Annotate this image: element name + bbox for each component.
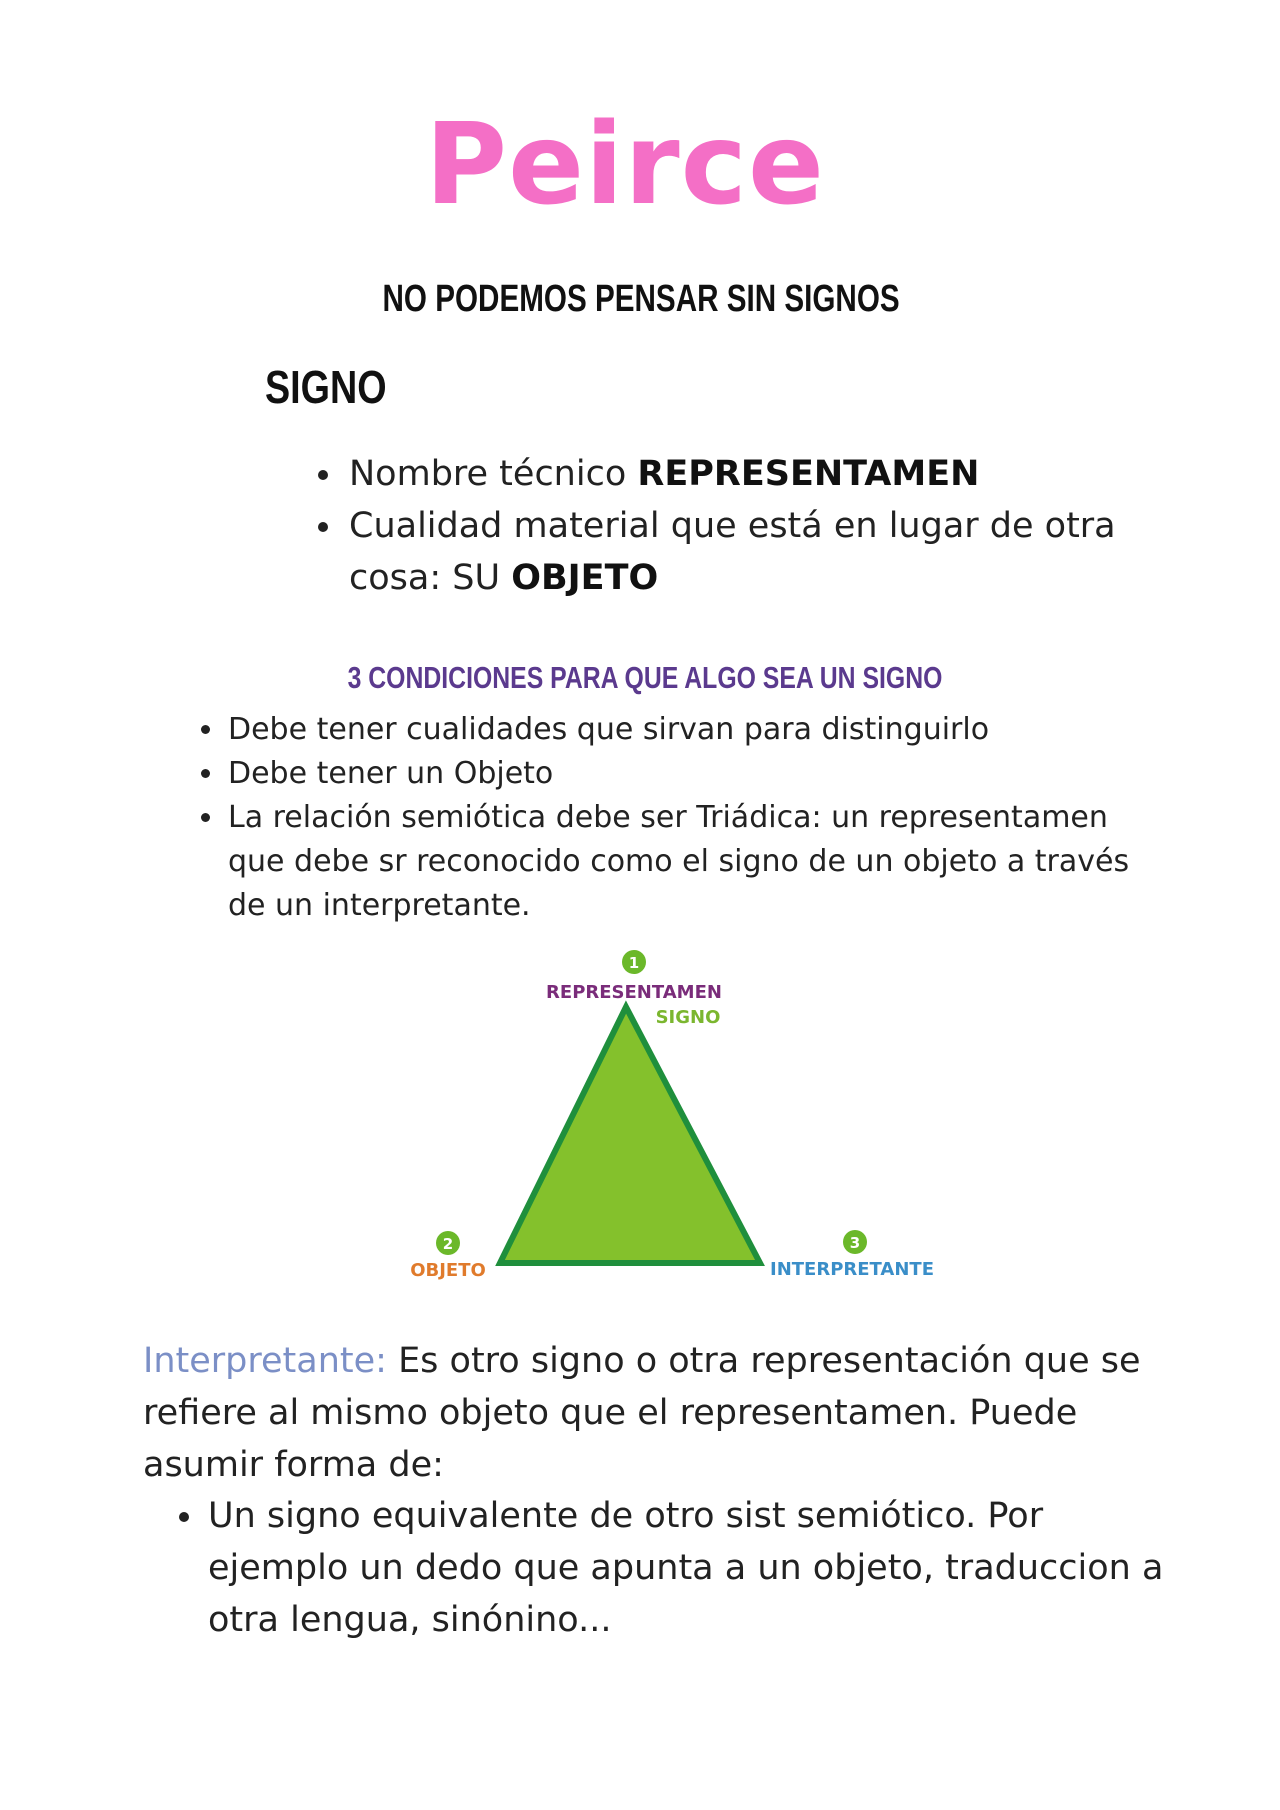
list-item: • Debe tener un Objeto — [226, 752, 1156, 796]
page-subtitle: NO PODEMOS PENSAR SIN SIGNOS — [382, 278, 900, 320]
list-item: • Un signo equivalente de otro sist semiótico. Por ejemplo un dedo que apunta a un objeto, traduccion a otra lengua, sinónino... — [206, 1490, 1166, 1646]
vertex-1-sublabel: SIGNO — [655, 1007, 721, 1028]
interpretante-definition: Es otro signo o otra representación que se refiere al mismo objeto que el representamen. Puede asumir forma de: — [143, 1341, 1141, 1485]
list-item — [345, 448, 1165, 500]
page-title: Peirce — [424, 100, 826, 230]
semiotic-triangle-diagram — [390, 945, 950, 1290]
conditions-heading: 3 CONDICIONES PARA QUE ALGO SEA UN SIGNO — [347, 660, 943, 695]
list-item: • Debe tener cualidades que sirvan para distinguirlo — [226, 708, 1156, 752]
triangle-shape — [500, 1007, 760, 1263]
interpretante-paragraph — [143, 1335, 1153, 1491]
interpretante-term: Interpretante: — [143, 1341, 387, 1381]
signo-bullet-list — [305, 448, 1165, 604]
vertex-2-label: OBJETO — [410, 1260, 486, 1281]
vertex-1-number: 1 — [628, 954, 640, 972]
vertex-3-label: INTERPRETANTE — [770, 1259, 934, 1280]
signo-item-text: Nombre técnico — [349, 454, 638, 494]
vertex-1-label: REPRESENTAMEN — [546, 982, 722, 1003]
signo-item-text: Cualidad material que está en lugar de otra cosa: SU — [349, 506, 1116, 598]
signo-item-strong: REPRESENTAMEN — [637, 454, 980, 494]
conditions-bullet-list — [190, 708, 1156, 928]
list-item: • La relación semiótica debe ser Triádica: un representamen que debe sr reconocido como el signo de un objeto a través de un interpretante. — [226, 796, 1156, 928]
signo-heading: SIGNO — [265, 361, 387, 413]
signo-item-strong: OBJETO — [511, 558, 659, 598]
vertex-2-number: 2 — [442, 1235, 454, 1253]
list-item — [345, 500, 1165, 604]
vertex-3-number: 3 — [849, 1234, 861, 1252]
interpretante-bullet-list — [170, 1490, 1166, 1646]
